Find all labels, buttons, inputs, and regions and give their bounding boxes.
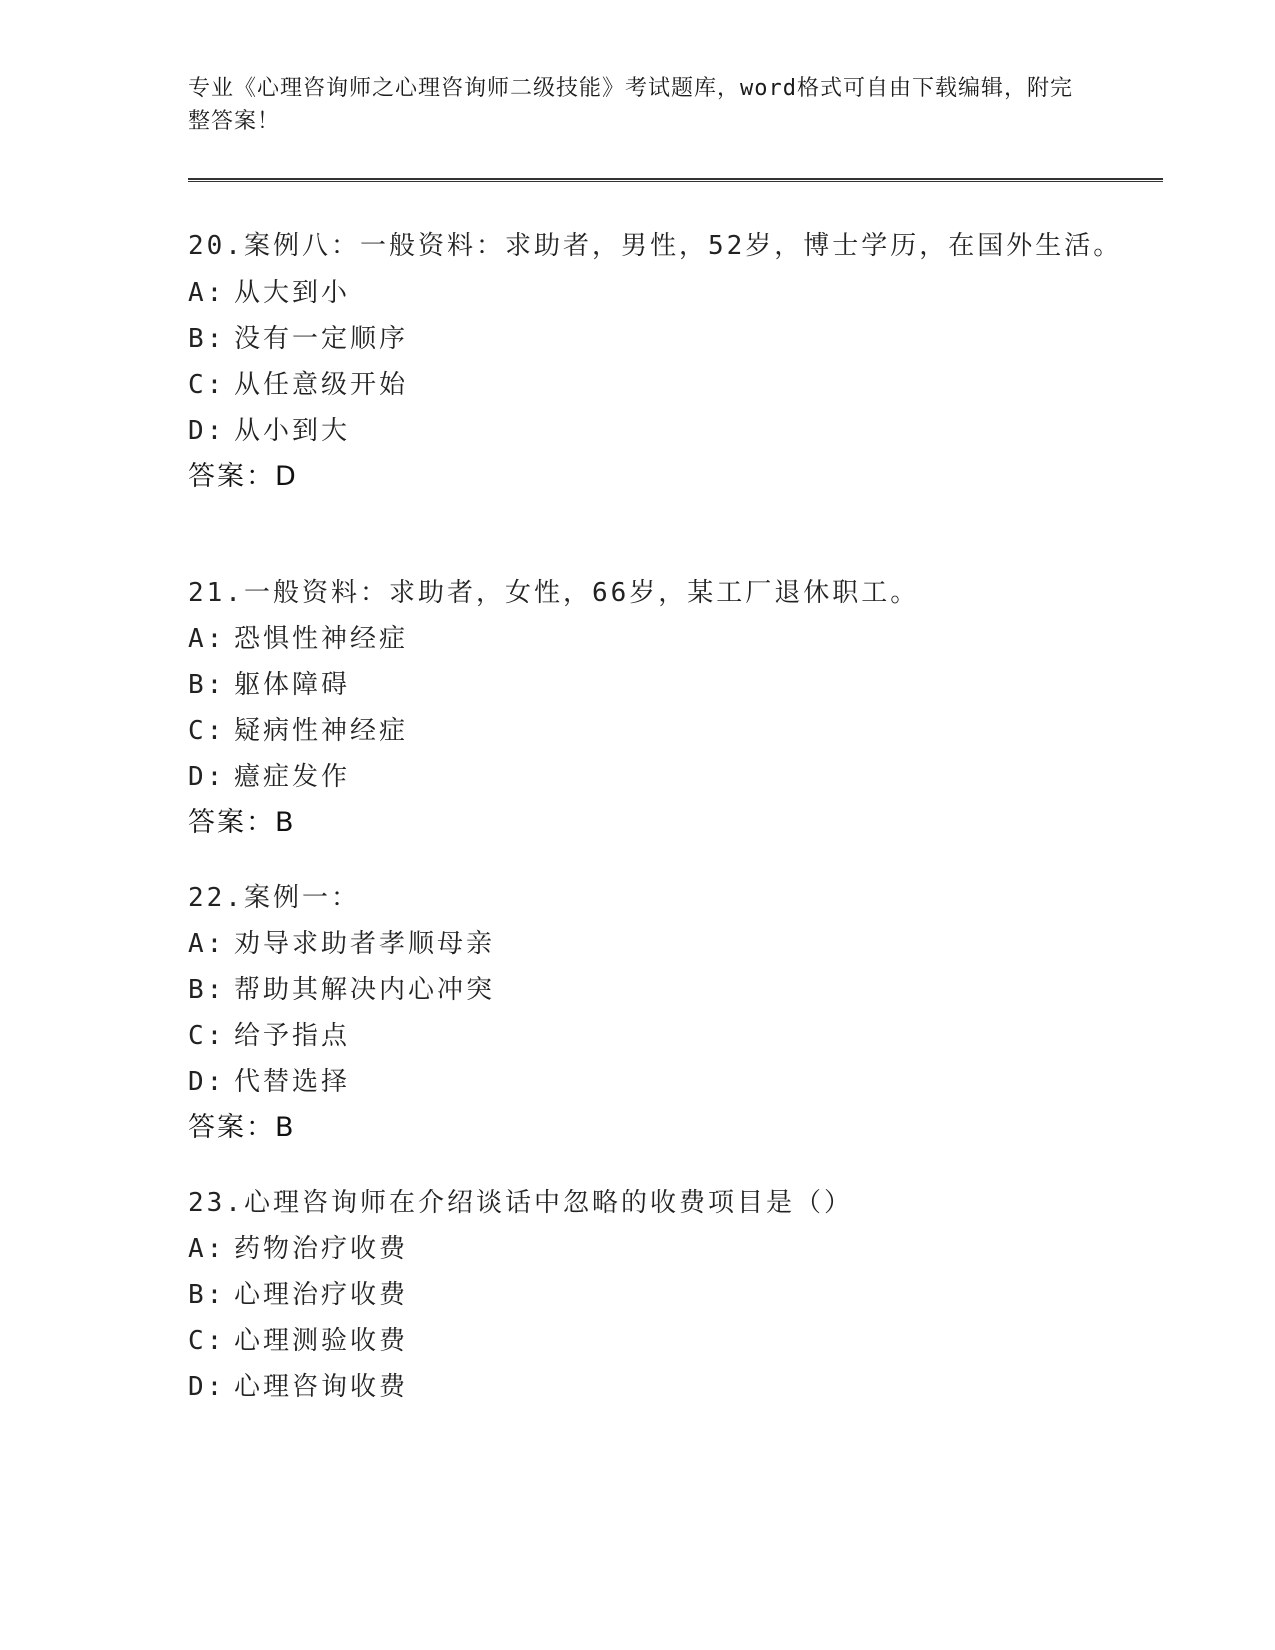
answer-value: B <box>275 807 294 838</box>
option-key: D: <box>188 416 226 446</box>
answer-line <box>188 800 1138 846</box>
answer-line <box>188 454 1138 500</box>
option-key: D: <box>188 1372 226 1402</box>
option-text: 从大到小 <box>234 278 351 308</box>
option-text: 从任意级开始 <box>234 370 409 400</box>
option-c <box>188 362 1138 408</box>
option-text: 心理治疗收费 <box>234 1280 409 1310</box>
option-d <box>188 408 1138 454</box>
answer-line <box>188 1105 1138 1151</box>
answer-value: D <box>275 461 296 492</box>
option-key: B: <box>188 670 226 700</box>
question-stem: 22.案例一： <box>188 883 360 913</box>
question-item <box>188 875 1138 1151</box>
question-stem: 20.案例八：一般资料：求助者，男性，52岁，博士学历，在国外生活。 <box>188 231 1123 261</box>
option-b <box>188 662 1138 708</box>
answer-label: 答案： <box>188 807 275 838</box>
option-key: B: <box>188 324 226 354</box>
option-text: 癔症发作 <box>234 762 351 792</box>
document-header: 专业《心理咨询师之心理咨询师二级技能》考试题库，word格式可自由下载编辑，附完整答案！ <box>188 76 1073 134</box>
option-a <box>188 616 1138 662</box>
option-b <box>188 316 1138 362</box>
option-text: 帮助其解决内心冲突 <box>234 975 496 1005</box>
option-key: A: <box>188 278 226 308</box>
option-b <box>188 967 1138 1013</box>
option-key: A: <box>188 1234 226 1264</box>
option-text: 给予指点 <box>234 1021 351 1051</box>
option-d <box>188 1059 1138 1105</box>
option-c <box>188 1318 1138 1364</box>
option-text: 心理咨询收费 <box>234 1372 409 1402</box>
option-key: C: <box>188 370 226 400</box>
option-text: 心理测验收费 <box>234 1326 409 1356</box>
header-divider <box>188 178 1163 182</box>
option-key: C: <box>188 1021 226 1051</box>
option-text: 从小到大 <box>234 416 351 446</box>
option-a <box>188 1226 1138 1272</box>
answer-label: 答案： <box>188 1112 275 1143</box>
option-d <box>188 1364 1138 1410</box>
option-c <box>188 1013 1138 1059</box>
question-item <box>188 1180 1138 1410</box>
option-b <box>188 1272 1138 1318</box>
option-text: 疑病性神经症 <box>234 716 409 746</box>
option-d <box>188 754 1138 800</box>
option-a <box>188 921 1138 967</box>
question-item <box>188 570 1138 846</box>
option-key: C: <box>188 1326 226 1356</box>
option-text: 没有一定顺序 <box>234 324 409 354</box>
question-item <box>188 222 1138 500</box>
question-stem: 23.心理咨询师在介绍谈话中忽略的收费项目是（） <box>188 1188 853 1218</box>
option-text: 恐惧性神经症 <box>234 624 409 654</box>
option-text: 劝导求助者孝顺母亲 <box>234 929 496 959</box>
option-key: B: <box>188 1280 226 1310</box>
option-key: A: <box>188 929 226 959</box>
option-text: 代替选择 <box>234 1067 351 1097</box>
option-c <box>188 708 1138 754</box>
option-text: 药物治疗收费 <box>234 1234 409 1264</box>
answer-value: B <box>275 1112 294 1143</box>
option-key: C: <box>188 716 226 746</box>
option-a <box>188 270 1138 316</box>
answer-label: 答案： <box>188 461 275 492</box>
option-key: A: <box>188 624 226 654</box>
option-key: D: <box>188 1067 226 1097</box>
option-text: 躯体障碍 <box>234 670 351 700</box>
question-stem: 21.一般资料：求助者，女性，66岁，某工厂退休职工。 <box>188 578 920 608</box>
option-key: B: <box>188 975 226 1005</box>
option-key: D: <box>188 762 226 792</box>
